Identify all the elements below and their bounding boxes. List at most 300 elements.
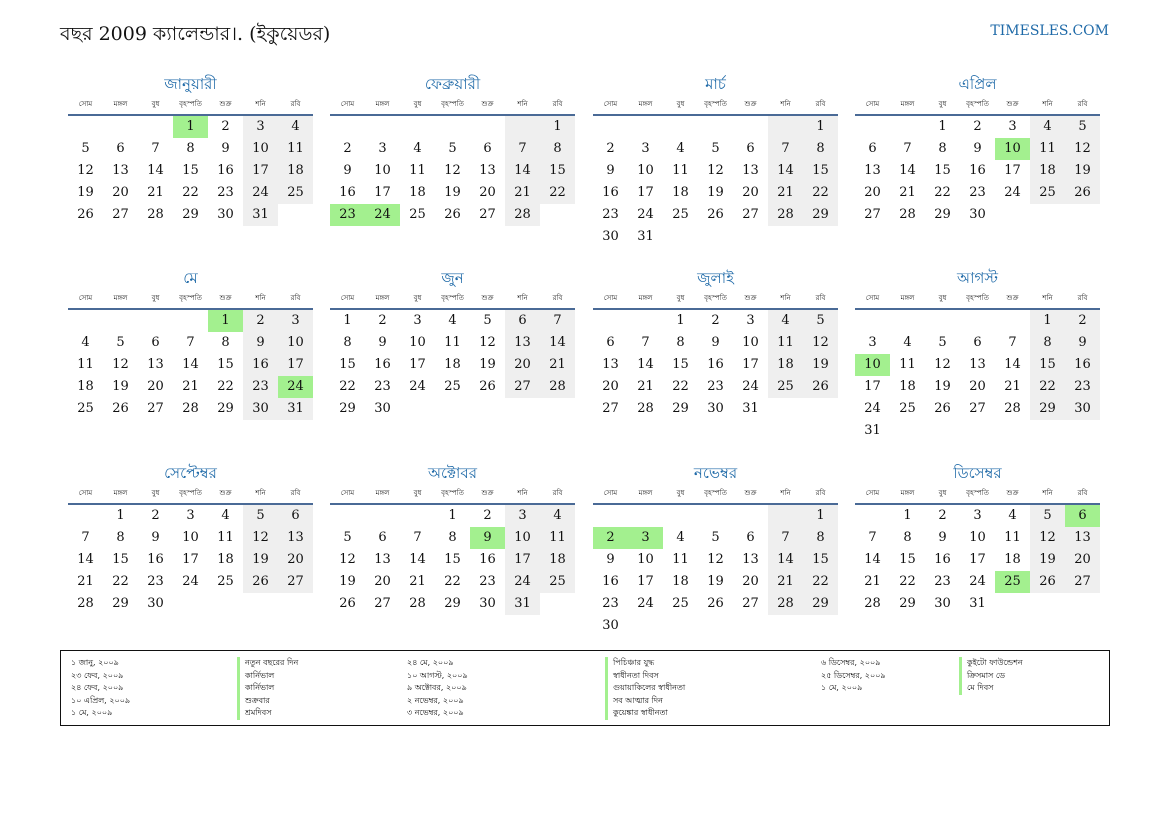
legend-holiday-name: সব আত্মার দিন <box>613 695 663 705</box>
week-row <box>593 593 838 615</box>
day-cell: 11 <box>672 163 689 178</box>
legend-holiday-name: কার্নিভাল <box>245 670 275 680</box>
day-cell: 14 <box>768 549 803 571</box>
weekday-label: বৃহস্পতি <box>441 489 464 497</box>
day-cell: 1 <box>938 119 947 134</box>
legend-date: ২৪ ফেব, ২০০৯ <box>71 683 124 692</box>
day-cell: 6 <box>278 505 313 527</box>
holiday-day-cell: 1 <box>208 310 243 332</box>
day-cell: 31 <box>969 596 986 611</box>
week-row <box>593 332 838 354</box>
day-cell: 17 <box>409 357 426 372</box>
weekday-header <box>68 98 313 112</box>
week-row <box>330 138 575 160</box>
day-cell: 10 <box>742 335 759 350</box>
weekday-label: রবি <box>815 489 826 497</box>
day-cell: 18 <box>1030 160 1065 182</box>
day-cell: 26 <box>243 571 278 593</box>
day-cell: 24 <box>182 574 199 589</box>
empty-day-cell <box>995 310 1030 332</box>
day-cell: 5 <box>343 530 352 545</box>
day-cell: 4 <box>768 310 803 332</box>
day-cell: 22 <box>803 182 838 204</box>
weekday-label: মঙ্গল <box>638 100 653 108</box>
holiday-day-cell: 2 <box>593 527 628 549</box>
day-cell: 9 <box>243 332 278 354</box>
day-cell: 23 <box>217 185 234 200</box>
day-cell: 8 <box>540 138 575 160</box>
week-row <box>593 160 838 182</box>
weekday-label: বৃহস্পতি <box>966 489 989 497</box>
legend-dates-2 <box>407 657 468 720</box>
day-cell: 10 <box>243 138 278 160</box>
day-cell: 21 <box>899 185 916 200</box>
empty-day-cell <box>435 398 470 420</box>
day-cell: 6 <box>116 141 125 156</box>
empty-day-cell <box>593 505 628 527</box>
weekday-label: শনি <box>780 294 791 302</box>
day-cell: 30 <box>602 618 619 633</box>
week-row <box>855 398 1100 420</box>
weekday-label: রবি <box>815 100 826 108</box>
day-cell: 28 <box>77 596 94 611</box>
day-cell: 27 <box>602 401 619 416</box>
day-cell: 10 <box>374 163 391 178</box>
weekday-header <box>330 292 575 306</box>
month-block <box>330 73 575 226</box>
empty-day-cell <box>803 226 838 248</box>
week-row <box>330 204 575 226</box>
day-cell: 28 <box>182 401 199 416</box>
month-block <box>330 267 575 420</box>
day-cell: 17 <box>182 552 199 567</box>
empty-day-cell <box>330 116 365 138</box>
week-row <box>68 332 313 354</box>
week-row <box>330 571 575 593</box>
day-cell: 19 <box>707 185 724 200</box>
day-cell: 12 <box>1065 138 1100 160</box>
day-cell: 13 <box>742 552 759 567</box>
legend-date: ২ নভেম্বর, ২০০৯ <box>407 695 464 705</box>
empty-day-cell <box>593 116 628 138</box>
day-cell: 30 <box>969 207 986 222</box>
day-cell: 15 <box>339 357 356 372</box>
day-cell: 3 <box>746 313 755 328</box>
page-title: বছর 2009 ক্যালেন্ডার।. (ইকুয়েডর) <box>60 23 331 45</box>
week-row <box>855 310 1100 332</box>
day-cell: 9 <box>378 335 387 350</box>
weekday-label: রবি <box>290 294 301 302</box>
week-row <box>855 376 1100 398</box>
day-cell: 14 <box>768 160 803 182</box>
day-cell: 14 <box>1004 357 1021 372</box>
empty-day-cell <box>593 310 628 332</box>
day-cell: 8 <box>116 530 125 545</box>
day-cell: 5 <box>711 530 720 545</box>
weekday-label: সোম <box>78 489 93 497</box>
empty-day-cell <box>138 310 173 332</box>
day-cell: 12 <box>707 163 724 178</box>
day-cell: 24 <box>1004 185 1021 200</box>
day-cell: 10 <box>505 527 540 549</box>
legend-date: ১০ আগস্ট, ২০০৯ <box>407 670 468 680</box>
day-cell: 18 <box>768 354 803 376</box>
day-cell: 21 <box>409 574 426 589</box>
weekday-label: বৃহস্পতি <box>966 294 989 302</box>
month-name: আগস্ট <box>957 269 998 287</box>
day-cell: 15 <box>934 163 951 178</box>
day-cell: 17 <box>505 549 540 571</box>
day-cell: 23 <box>147 574 164 589</box>
day-cell: 26 <box>1030 571 1065 593</box>
day-cell: 5 <box>803 310 838 332</box>
day-cell: 21 <box>77 574 94 589</box>
day-cell: 22 <box>112 574 129 589</box>
empty-day-cell <box>733 505 768 527</box>
day-cell: 11 <box>444 335 461 350</box>
weekday-label: সোম <box>78 100 93 108</box>
weekday-label: শুক্র <box>481 294 494 302</box>
day-cell: 19 <box>112 379 129 394</box>
weekday-label: মঙ্গল <box>375 294 390 302</box>
week-row <box>68 549 313 571</box>
day-cell: 27 <box>278 571 313 593</box>
day-cell: 7 <box>768 527 803 549</box>
day-cell: 6 <box>973 335 982 350</box>
day-cell: 16 <box>969 163 986 178</box>
legend-names-1 <box>237 657 298 720</box>
weekday-label: সোম <box>603 294 618 302</box>
day-cell: 2 <box>711 313 720 328</box>
week-row <box>855 593 1100 615</box>
weekday-label: মঙ্গল <box>900 100 915 108</box>
empty-day-cell <box>1065 593 1100 615</box>
day-cell: 19 <box>339 574 356 589</box>
day-cell: 20 <box>864 185 881 200</box>
day-cell: 7 <box>903 141 912 156</box>
day-cell: 19 <box>803 354 838 376</box>
week-row <box>68 593 313 615</box>
empty-day-cell <box>698 116 733 138</box>
brand-link[interactable]: TIMESLES.COM <box>990 23 1109 39</box>
weekday-label: সোম <box>603 100 618 108</box>
day-cell: 1 <box>343 313 352 328</box>
day-cell: 2 <box>243 310 278 332</box>
weekday-label: বৃহস্পতি <box>704 489 727 497</box>
weekday-label: শুক্র <box>1006 489 1019 497</box>
day-cell: 16 <box>1065 354 1100 376</box>
holiday-day-cell: 24 <box>278 376 313 398</box>
empty-day-cell <box>1065 420 1100 442</box>
empty-day-cell <box>855 310 890 332</box>
weekday-label: সোম <box>340 489 355 497</box>
day-cell: 4 <box>676 141 685 156</box>
weekday-label: বুধ <box>676 294 685 302</box>
day-cell: 9 <box>343 163 352 178</box>
day-cell: 31 <box>505 593 540 615</box>
day-cell: 13 <box>864 163 881 178</box>
day-cell: 2 <box>483 508 492 523</box>
day-cell: 19 <box>1065 160 1100 182</box>
week-row <box>68 204 313 226</box>
day-cell: 30 <box>374 401 391 416</box>
day-cell: 29 <box>803 204 838 226</box>
day-cell: 24 <box>243 182 278 204</box>
day-cell: 27 <box>479 207 496 222</box>
day-cell: 16 <box>602 185 619 200</box>
empty-day-cell <box>1030 420 1065 442</box>
day-cell: 13 <box>602 357 619 372</box>
day-cell: 19 <box>707 574 724 589</box>
day-cell: 28 <box>864 596 881 611</box>
day-cell: 21 <box>1004 379 1021 394</box>
weekday-label: মঙ্গল <box>375 100 390 108</box>
day-cell: 13 <box>147 357 164 372</box>
legend-date: ১ মে, ২০০৯ <box>821 683 863 692</box>
legend-date: ২৩ ফেব, ২০০৯ <box>71 670 124 680</box>
month-block <box>330 462 575 615</box>
day-cell: 26 <box>339 596 356 611</box>
month-block <box>68 267 313 420</box>
weekday-label: শনি <box>255 489 266 497</box>
day-cell: 29 <box>444 596 461 611</box>
day-cell: 3 <box>868 335 877 350</box>
day-cell: 2 <box>151 508 160 523</box>
day-cell: 15 <box>112 552 129 567</box>
day-cell: 23 <box>374 379 391 394</box>
weekday-label: শনি <box>517 489 528 497</box>
day-cell: 16 <box>217 163 234 178</box>
day-cell: 14 <box>409 552 426 567</box>
weekday-label: শুক্র <box>744 100 757 108</box>
empty-day-cell <box>540 593 575 615</box>
day-cell: 25 <box>217 574 234 589</box>
empty-day-cell <box>365 505 400 527</box>
week-row <box>68 354 313 376</box>
day-cell: 15 <box>182 163 199 178</box>
legend-holiday-name: মে দিবস <box>967 683 994 692</box>
weekday-label: সোম <box>865 489 880 497</box>
day-cell: 20 <box>969 379 986 394</box>
day-cell: 3 <box>973 508 982 523</box>
empty-day-cell <box>400 116 435 138</box>
empty-day-cell <box>138 116 173 138</box>
day-cell: 15 <box>217 357 234 372</box>
weekday-label: শনি <box>1042 100 1053 108</box>
day-cell: 24 <box>742 379 759 394</box>
legend-date: ২৪ মে, ২০০৯ <box>407 658 454 667</box>
day-cell: 14 <box>182 357 199 372</box>
day-cell: 14 <box>505 160 540 182</box>
day-cell: 17 <box>742 357 759 372</box>
day-cell: 9 <box>711 335 720 350</box>
day-cell: 4 <box>1030 116 1065 138</box>
week-row <box>593 527 838 549</box>
empty-day-cell <box>855 505 890 527</box>
month-name: সেপ্টেম্বর <box>164 464 217 482</box>
day-cell: 27 <box>742 596 759 611</box>
legend-date: ২৫ ডিসেম্বর, ২০০৯ <box>821 670 886 680</box>
day-cell: 20 <box>278 549 313 571</box>
day-cell: 24 <box>409 379 426 394</box>
week-row <box>330 160 575 182</box>
day-cell: 12 <box>479 335 496 350</box>
day-cell: 17 <box>969 552 986 567</box>
day-cell: 7 <box>151 141 160 156</box>
empty-day-cell <box>803 398 838 420</box>
week-row <box>330 398 575 420</box>
month-block <box>855 267 1100 442</box>
day-cell: 6 <box>378 530 387 545</box>
day-cell: 28 <box>637 401 654 416</box>
day-cell: 26 <box>444 207 461 222</box>
week-row <box>330 593 575 615</box>
empty-day-cell <box>733 615 768 637</box>
holiday-legend <box>60 650 1110 726</box>
day-cell: 27 <box>374 596 391 611</box>
weekday-header <box>855 487 1100 501</box>
day-cell: 27 <box>969 401 986 416</box>
day-cell: 5 <box>116 335 125 350</box>
legend-date: ৬ ডিসেম্বর, ২০০৯ <box>821 658 881 667</box>
weekday-label: বৃহস্পতি <box>441 100 464 108</box>
empty-day-cell <box>925 420 960 442</box>
day-cell: 19 <box>444 185 461 200</box>
day-cell: 7 <box>768 138 803 160</box>
day-cell: 26 <box>707 596 724 611</box>
day-cell: 22 <box>803 571 838 593</box>
day-cell: 17 <box>637 185 654 200</box>
weekday-label: রবি <box>815 294 826 302</box>
day-cell: 17 <box>278 354 313 376</box>
weekday-label: বুধ <box>413 294 422 302</box>
day-cell: 1 <box>803 116 838 138</box>
day-cell: 6 <box>505 310 540 332</box>
empty-day-cell <box>365 116 400 138</box>
day-cell: 30 <box>934 596 951 611</box>
month-block <box>855 462 1100 615</box>
legend-dates-1 <box>71 657 130 720</box>
empty-day-cell <box>925 310 960 332</box>
day-cell: 28 <box>147 207 164 222</box>
empty-day-cell <box>855 116 890 138</box>
holiday-day-cell: 1 <box>173 116 208 138</box>
legend-holiday-name: ক্রিসমাস ডে <box>967 670 1005 680</box>
day-cell: 22 <box>540 182 575 204</box>
day-cell: 29 <box>112 596 129 611</box>
day-cell: 11 <box>540 527 575 549</box>
month-block <box>593 73 838 248</box>
weekday-label: শনি <box>517 100 528 108</box>
weekday-label: শুক্র <box>481 100 494 108</box>
weekday-label: সোম <box>78 294 93 302</box>
empty-day-cell <box>435 116 470 138</box>
day-cell: 30 <box>602 229 619 244</box>
week-row <box>330 505 575 527</box>
day-cell: 29 <box>803 593 838 615</box>
day-cell: 18 <box>899 379 916 394</box>
day-cell: 3 <box>413 313 422 328</box>
day-cell: 18 <box>409 185 426 200</box>
day-cell: 5 <box>938 335 947 350</box>
empty-day-cell <box>505 398 540 420</box>
day-cell: 21 <box>505 182 540 204</box>
day-cell: 8 <box>803 138 838 160</box>
legend-holiday-name: কুয়েঙ্কার স্বাধীনতা <box>613 708 668 717</box>
day-cell: 30 <box>243 398 278 420</box>
week-row <box>330 332 575 354</box>
day-cell: 6 <box>151 335 160 350</box>
week-row <box>593 138 838 160</box>
empty-day-cell <box>960 420 995 442</box>
weekday-label: বুধ <box>413 100 422 108</box>
day-cell: 15 <box>444 552 461 567</box>
day-cell: 8 <box>903 530 912 545</box>
day-cell: 1 <box>448 508 457 523</box>
holiday-day-cell: 10 <box>995 138 1030 160</box>
week-row <box>593 549 838 571</box>
month-name: মার্চ <box>705 75 726 93</box>
day-cell: 3 <box>243 116 278 138</box>
day-cell: 22 <box>1030 376 1065 398</box>
day-cell: 26 <box>934 401 951 416</box>
empty-day-cell <box>698 615 733 637</box>
day-cell: 12 <box>444 163 461 178</box>
day-cell: 20 <box>1065 549 1100 571</box>
month-block <box>855 73 1100 226</box>
weekday-label: শুক্র <box>744 294 757 302</box>
day-cell: 9 <box>1065 332 1100 354</box>
weekday-label: বৃহস্পতি <box>704 100 727 108</box>
day-cell: 15 <box>1030 354 1065 376</box>
week-row <box>593 505 838 527</box>
weekday-header <box>68 292 313 306</box>
week-row <box>68 571 313 593</box>
weekday-label: রবি <box>1077 100 1088 108</box>
empty-day-cell <box>278 593 313 615</box>
week-row <box>68 398 313 420</box>
day-cell: 21 <box>768 571 803 593</box>
day-cell: 11 <box>278 138 313 160</box>
day-cell: 1 <box>116 508 125 523</box>
empty-day-cell <box>768 226 803 248</box>
weekday-label: বৃহস্পতি <box>441 294 464 302</box>
weekday-label: সোম <box>340 294 355 302</box>
week-row <box>68 138 313 160</box>
day-cell: 6 <box>483 141 492 156</box>
day-cell: 8 <box>343 335 352 350</box>
legend-date: ১০ এপ্রিল, ২০০৯ <box>71 695 131 705</box>
weekday-label: শুক্র <box>481 489 494 497</box>
day-cell: 13 <box>112 163 129 178</box>
weekday-header <box>68 487 313 501</box>
day-cell: 29 <box>1030 398 1065 420</box>
day-cell: 31 <box>278 398 313 420</box>
day-cell: 14 <box>864 552 881 567</box>
day-cell: 22 <box>899 574 916 589</box>
empty-day-cell <box>68 310 103 332</box>
weekday-label: শনি <box>255 100 266 108</box>
day-cell: 2 <box>606 141 615 156</box>
weekday-label: রবি <box>1077 294 1088 302</box>
day-cell: 28 <box>505 204 540 226</box>
empty-day-cell <box>400 505 435 527</box>
week-row <box>68 116 313 138</box>
week-row <box>593 354 838 376</box>
empty-day-cell <box>1030 593 1065 615</box>
week-row <box>68 182 313 204</box>
day-cell: 5 <box>448 141 457 156</box>
